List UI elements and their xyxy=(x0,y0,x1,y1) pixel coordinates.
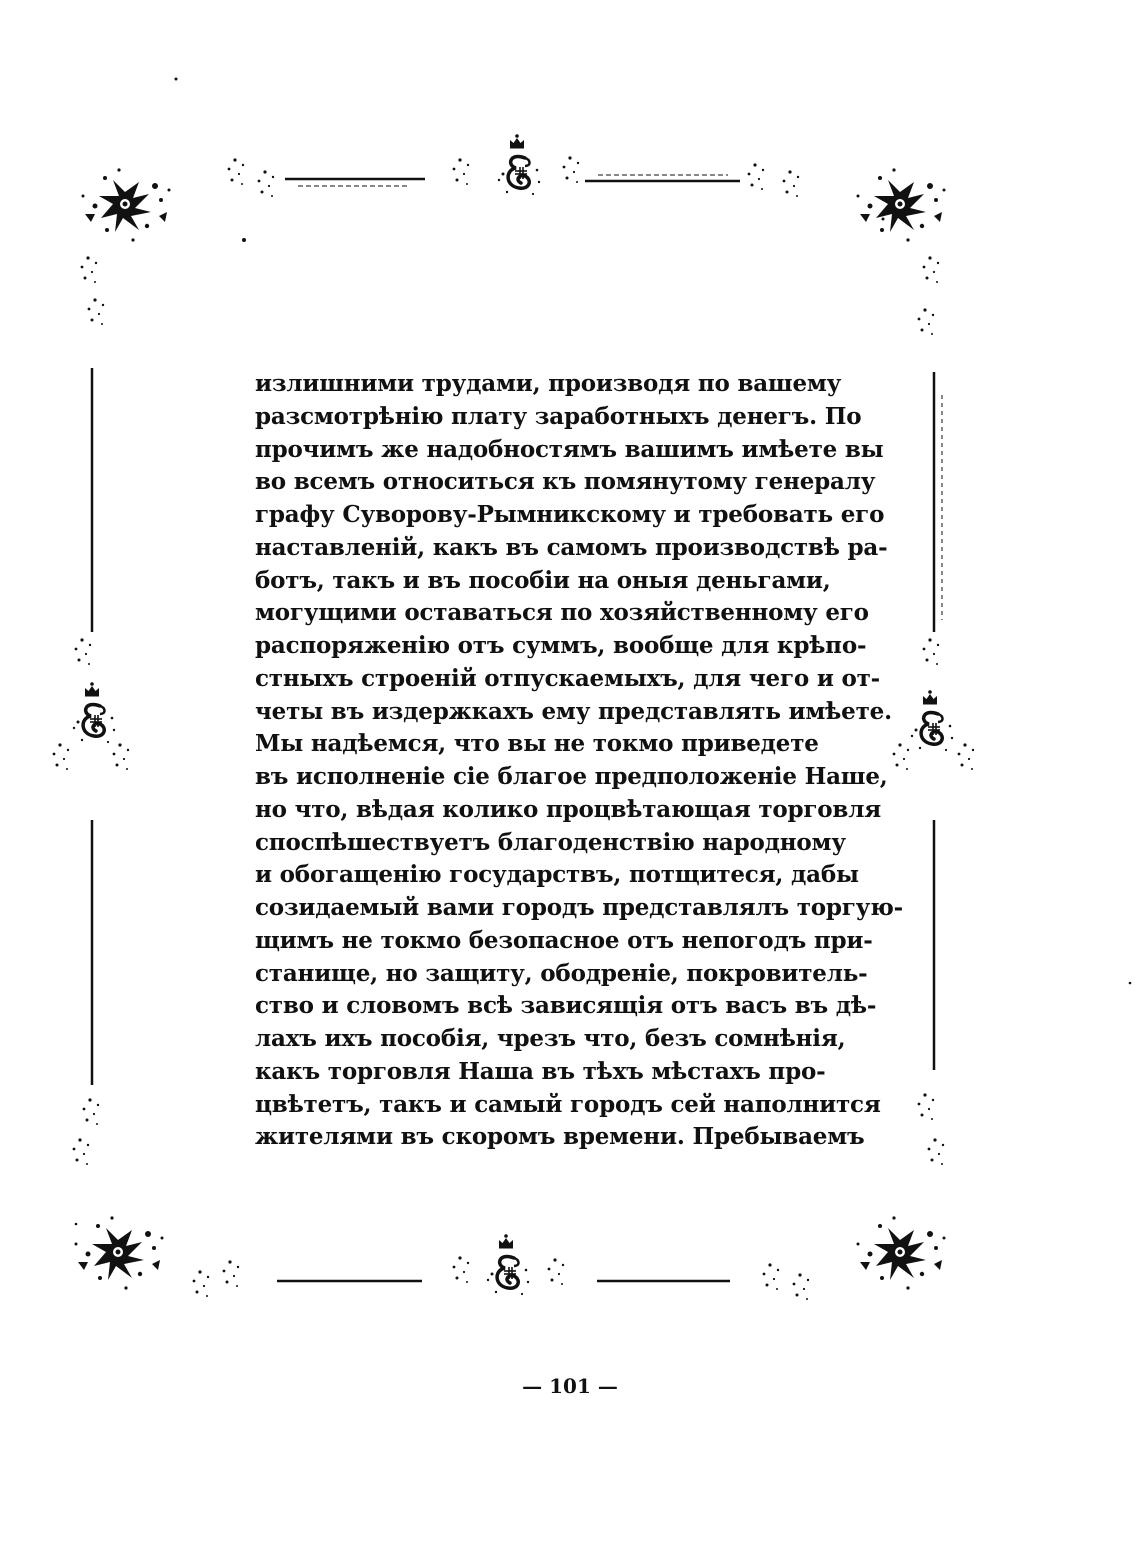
text-line: станище, но защиту, ободреніе, покровитель- xyxy=(255,959,868,987)
text-line: четы въ издержкахъ ему представлять имѣете. xyxy=(255,697,892,725)
text-line: распоряженію отъ суммъ, вообще для крѣпо- xyxy=(255,632,867,659)
text-line: щимъ не токмо безопасное отъ непогодъ при- xyxy=(255,926,873,954)
text-line: могущими оставаться по хозяйственному его xyxy=(255,599,869,627)
text-line: графу Суворову-Рымникскому и требовать его xyxy=(255,501,885,528)
top-rule xyxy=(228,156,800,197)
text-line: во всемъ относиться къ помянутому генералу xyxy=(255,468,876,496)
text-line: наставленій, какъ въ самомъ производствѣ ра- xyxy=(255,533,888,561)
text-line: лахъ ихъ пособія, чрезъ что, безъ сомнѣнія, xyxy=(255,1025,846,1052)
left-rule xyxy=(53,256,130,1165)
text-line: споспѣшествуетъ благоденствію народному xyxy=(255,828,846,856)
text-line: излишними трудами, производя по вашему xyxy=(255,370,842,397)
right-rule xyxy=(893,256,975,1165)
text-line: стныхъ строеній отпускаемыхъ, для чего и от- xyxy=(255,664,881,692)
text-line: и обогащенію государствъ, потщитеся, дабы xyxy=(255,861,859,889)
text-line: ство и словомъ всѣ зависящія отъ васъ въ дѣ- xyxy=(255,992,877,1020)
text-line: жителями въ скоромъ времени. Пребываемъ xyxy=(255,1123,865,1151)
text-line: какъ торговля Наша въ тѣхъ мѣстахъ про- xyxy=(255,1057,826,1085)
text-line: въ исполненіе сіе благое предположеніе Наше, xyxy=(255,763,888,790)
page-number: — 101 — xyxy=(522,1374,618,1398)
text-line: созидаемый вами городъ представлялъ торгую- xyxy=(255,894,903,921)
text-line: цвѣтетъ, такъ и самый городъ сей наполнится xyxy=(255,1090,881,1118)
text-line: прочимъ же надобностямъ вашимъ имѣете вы xyxy=(255,435,884,463)
body-text xyxy=(255,368,903,1154)
text-line: Мы надѣемся, что вы не токмо приведете xyxy=(255,730,819,758)
text-line: но что, вѣдая колико процвѣтающая торговля xyxy=(255,795,882,823)
text-line: разсмотрѣнію плату заработныхъ денегъ. По xyxy=(255,402,862,430)
text-line: ботъ, такъ и въ пособіи на оныя деньгами, xyxy=(255,566,831,594)
